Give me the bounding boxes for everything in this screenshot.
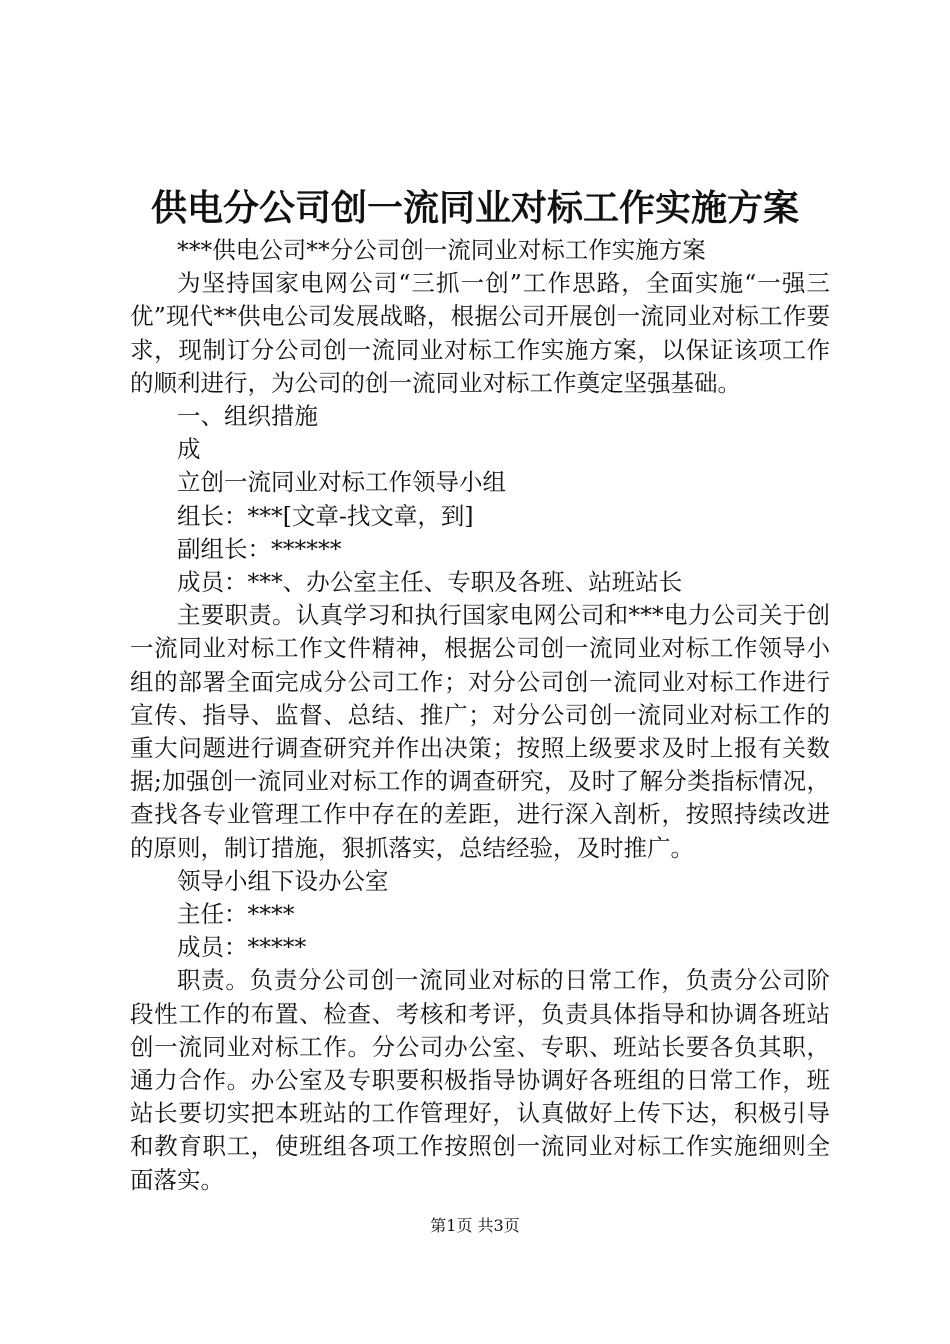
office-members-line: 成员：***** — [177, 933, 307, 962]
body-paragraph: 成 — [177, 435, 201, 464]
document-body — [130, 234, 830, 1197]
document-title: 供电分公司创一流同业对标工作实施方案 — [150, 188, 799, 229]
director-line: 主任：**** — [177, 900, 295, 929]
members-line: 成员：***、办公室主任、专职及各班、站班站长 — [177, 568, 683, 597]
section-heading: 一、组织措施 — [177, 402, 318, 431]
office-heading: 领导小组下设办公室 — [177, 866, 389, 895]
deputy-leader-line: 副组长：****** — [177, 534, 342, 563]
leader-line: 组长：***[文章-找文章，到] — [177, 501, 474, 530]
subtitle-paragraph: ***供电公司**分公司创一流同业对标工作实施方案 — [177, 236, 706, 264]
page-footer: 第1页 共3页 — [430, 1216, 520, 1235]
body-paragraph: 立创一流同业对标工作领导小组 — [177, 468, 506, 497]
office-duties-paragraph: 职责。负责分公司创一流同业对标的日常工作，负责分公司阶段性工作的布置、检查、考核和考评，负责具体指导和协调各班站创一流同业对标工作。分公司办公室、专职、班站长要各负其职，通力合作。办公室及专职要积极指导协调好各班组的日常工作，班站长要切实把本班站的工作管理好，认真做好上传下达，积极引导和教育职工，使班组各项工作按照创一流同业对标工作实施细则全面落实。 — [130, 966, 830, 1194]
intro-paragraph: 为坚持国家电网公司“三抓一创”工作思路，全面实施“一强三优”现代**供电公司发展战略，根据公司开展创一流同业对标工作要求，现制订分公司创一流同业对标工作实施方案，以保证该项工作的顺利进行，为公司的创一流同业对标工作奠定坚强基础。 — [130, 269, 830, 397]
duties-paragraph: 主要职责。认真学习和执行国家电网公司和***电力公司关于创一流同业对标工作文件精神，根据公司创一流同业对标工作领导小组的部署全面完成分公司工作；对分公司创一流同业对标工作进行宣传、指导、监督、总结、推广；对分公司创一流同业对标工作的重大问题进行调查研究并作出决策；按照上级要求及时上报有关数据;加强创一流同业对标工作的调查研究，及时了解分类指标情况，查找各专业管理工作中存在的差距，进行深入剖析，按照持续改进的原则，制订措施，狠抓落实，总结经验，及时推广。 — [130, 601, 830, 862]
